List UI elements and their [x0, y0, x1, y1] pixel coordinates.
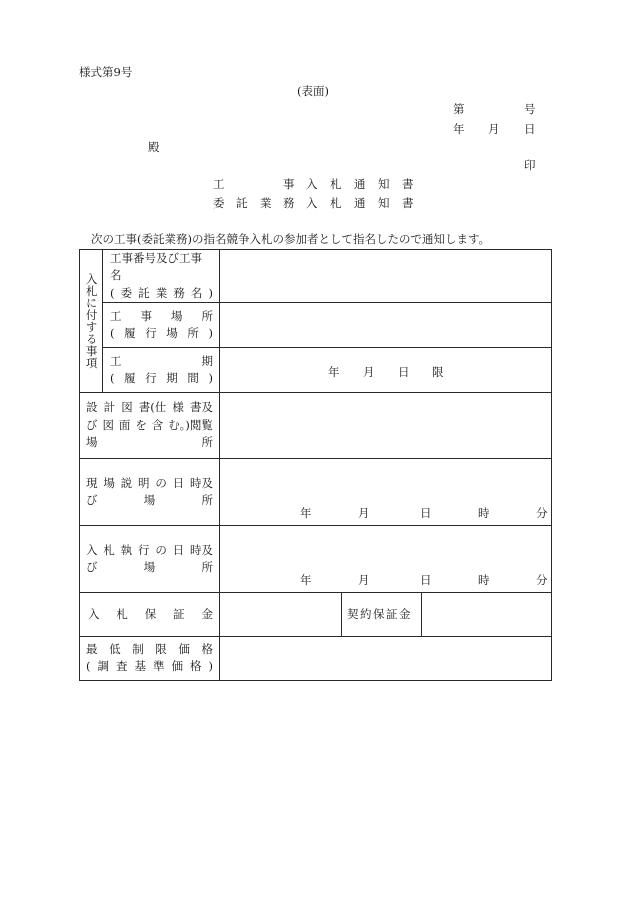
- bid-exec-datetime: [220, 572, 551, 586]
- title2-char: 入: [306, 196, 318, 210]
- bid-bond-value[interactable]: [220, 592, 342, 636]
- char: 時及: [189, 475, 213, 490]
- min-price-label: [80, 636, 220, 680]
- char: 場: [166, 325, 178, 340]
- char: 場: [143, 559, 156, 574]
- bid-year: 年: [300, 572, 312, 587]
- title2-char: 書: [402, 196, 414, 210]
- char: 工: [110, 308, 122, 323]
- char: 価: [171, 659, 183, 674]
- viewing-line2: [86, 417, 213, 434]
- char: 委: [120, 285, 133, 300]
- doc-no-dai: 第: [453, 102, 465, 116]
- char: 場: [86, 434, 98, 449]
- section-label-cell: [80, 250, 103, 393]
- title-line-1: [0, 179, 630, 193]
- bid-bond-line: [88, 606, 213, 623]
- period-year: 年: [328, 364, 340, 379]
- period-day: 日: [398, 364, 410, 379]
- char: 務: [173, 285, 185, 300]
- title2-char: 業: [260, 196, 272, 210]
- char: 格: [201, 642, 213, 656]
- char: 低: [109, 642, 121, 656]
- title1-char: 入: [306, 177, 318, 191]
- char: 期: [166, 370, 178, 385]
- site-year: 年: [300, 505, 312, 520]
- char: 所: [187, 325, 199, 340]
- char: 場: [171, 308, 183, 323]
- char: 限: [155, 642, 167, 656]
- char: 調: [97, 659, 109, 674]
- char: 事: [140, 308, 152, 323]
- title2-char: 託: [236, 196, 248, 210]
- char: 行: [137, 542, 150, 557]
- site-explanation-value[interactable]: [220, 458, 552, 525]
- char: 図: [121, 400, 133, 415]
- title2-char: 知: [378, 196, 390, 210]
- char: 最: [86, 642, 98, 656]
- bid-exec-line1: [86, 542, 213, 559]
- char: (: [110, 285, 115, 300]
- char: 執: [120, 542, 133, 557]
- char: ): [208, 285, 213, 300]
- title2-char: 通: [354, 196, 366, 210]
- bid-hour: 時: [478, 572, 490, 587]
- min-price-line1: [86, 641, 213, 658]
- char: 札: [103, 542, 115, 557]
- char: (: [110, 325, 115, 340]
- site-hour: 時: [478, 505, 490, 520]
- doc-no-go: 号: [524, 102, 536, 116]
- char: 保: [144, 606, 157, 621]
- char: び: [86, 492, 98, 507]
- title1-char: 知: [378, 177, 390, 191]
- char: 履: [124, 370, 136, 385]
- char: 業: [155, 285, 168, 300]
- bid-execution-label: [80, 525, 220, 592]
- char: ): [208, 659, 213, 674]
- work-name-line2: [110, 285, 213, 302]
- date-year: 年: [453, 122, 465, 136]
- intro-text: 次の工事(委託業務)の指名競争入札の参加者として指名したので通知します。: [91, 232, 491, 246]
- char: 入: [86, 542, 98, 557]
- char: 説: [120, 475, 133, 490]
- char: び: [86, 417, 98, 432]
- work-name-value[interactable]: [220, 250, 552, 303]
- char: 日: [172, 542, 185, 557]
- bid-exec-line2: [86, 559, 213, 576]
- site-datetime: [220, 505, 551, 519]
- char: 書(仕: [138, 400, 167, 415]
- work-period-line1: [110, 353, 213, 370]
- section-label: 入札に付する事項: [84, 272, 99, 369]
- work-place-line2: [110, 325, 213, 342]
- bid-bond-label: [80, 592, 220, 636]
- form-number: 様式第9号: [79, 65, 133, 79]
- site-month: 月: [358, 505, 370, 520]
- char: 金: [201, 606, 213, 621]
- char: 日: [172, 475, 185, 490]
- char: 託: [138, 285, 150, 300]
- contract-bond-label-cell: [342, 592, 422, 636]
- site-minute: 分: [536, 505, 548, 520]
- title2-char: 委: [213, 196, 225, 210]
- char: 明: [137, 475, 150, 490]
- contract-bond-label: 契約保証金: [347, 606, 412, 621]
- char: 行: [145, 370, 157, 385]
- char: 図: [102, 417, 114, 432]
- char: ): [208, 370, 213, 385]
- char: の: [155, 542, 167, 557]
- char: 札: [116, 606, 128, 621]
- title-line-2: [0, 198, 630, 212]
- char: 制: [132, 642, 144, 656]
- char: 履: [124, 325, 136, 340]
- bid-execution-value[interactable]: [220, 525, 552, 592]
- char: (: [110, 370, 115, 385]
- char: 所: [201, 308, 213, 323]
- char: 時及: [189, 542, 213, 557]
- title1-char: 通: [354, 177, 366, 191]
- viewing-line1: [86, 399, 213, 416]
- char: 入: [88, 606, 100, 621]
- date-month: 月: [488, 122, 500, 136]
- work-period-deadline: [220, 364, 551, 378]
- viewing-label: [80, 392, 220, 458]
- work-name-label: [103, 250, 220, 303]
- min-price-value[interactable]: [220, 636, 552, 680]
- bid-month: 月: [358, 572, 370, 587]
- char: 証: [173, 606, 185, 621]
- char: 含: [151, 417, 164, 432]
- char: 行: [145, 325, 157, 340]
- char: 計: [103, 400, 116, 415]
- title2-char: 務: [283, 196, 295, 210]
- addressee-suffix: 殿: [148, 140, 160, 154]
- char: 現: [86, 475, 98, 490]
- period-month: 月: [363, 364, 375, 379]
- work-period-line2: [110, 370, 213, 387]
- char: 所: [201, 492, 213, 507]
- char: び: [86, 559, 98, 574]
- seal-mark: 印: [524, 158, 536, 172]
- char: の: [155, 475, 167, 490]
- char: 場: [143, 492, 156, 507]
- char: 準: [153, 659, 165, 674]
- site-line2: [86, 492, 213, 509]
- char: 様: [172, 400, 184, 415]
- work-period-label: [103, 347, 220, 392]
- char: 工: [110, 353, 122, 368]
- char: 間: [187, 370, 199, 385]
- char: 場: [103, 475, 115, 490]
- date-day: 日: [524, 122, 536, 136]
- work-place-value[interactable]: [220, 302, 552, 347]
- char: 査: [116, 659, 128, 674]
- site-explanation-label: [80, 458, 220, 525]
- side-label: (表面): [297, 84, 329, 98]
- min-price-line2: [86, 658, 213, 675]
- char: 書及: [189, 400, 213, 415]
- work-name-line1: 工事番号及び工事名: [110, 251, 202, 283]
- char: を: [135, 417, 147, 432]
- title1-char: 工: [213, 177, 225, 191]
- bid-minute: 分: [536, 572, 548, 587]
- char: む。)閲覧: [168, 417, 213, 432]
- char: 面: [118, 417, 131, 432]
- char: ): [208, 325, 213, 340]
- site-day: 日: [420, 505, 432, 520]
- viewing-value[interactable]: [220, 392, 552, 458]
- title2-char: 札: [330, 196, 342, 210]
- char: 名: [190, 285, 203, 300]
- title1-char: 札: [330, 177, 342, 191]
- title1-char: 書: [402, 177, 414, 191]
- period-limit: 限: [432, 364, 444, 379]
- char: 基: [134, 659, 146, 674]
- contract-bond-value[interactable]: [422, 592, 552, 636]
- title1-char: 事: [283, 177, 295, 191]
- char: 期: [201, 353, 213, 368]
- char: (: [86, 659, 91, 674]
- char: 設: [86, 400, 98, 415]
- char: 価: [178, 642, 190, 656]
- notice-table: [79, 249, 552, 681]
- char: 所: [201, 559, 213, 574]
- work-period-value[interactable]: [220, 347, 552, 392]
- char: 所: [201, 434, 213, 449]
- work-place-label: [103, 302, 220, 347]
- char: 格: [190, 659, 202, 674]
- bid-day: 日: [420, 572, 432, 587]
- work-place-line1: [110, 308, 213, 325]
- site-line1: [86, 475, 213, 492]
- viewing-line3: [86, 434, 213, 451]
